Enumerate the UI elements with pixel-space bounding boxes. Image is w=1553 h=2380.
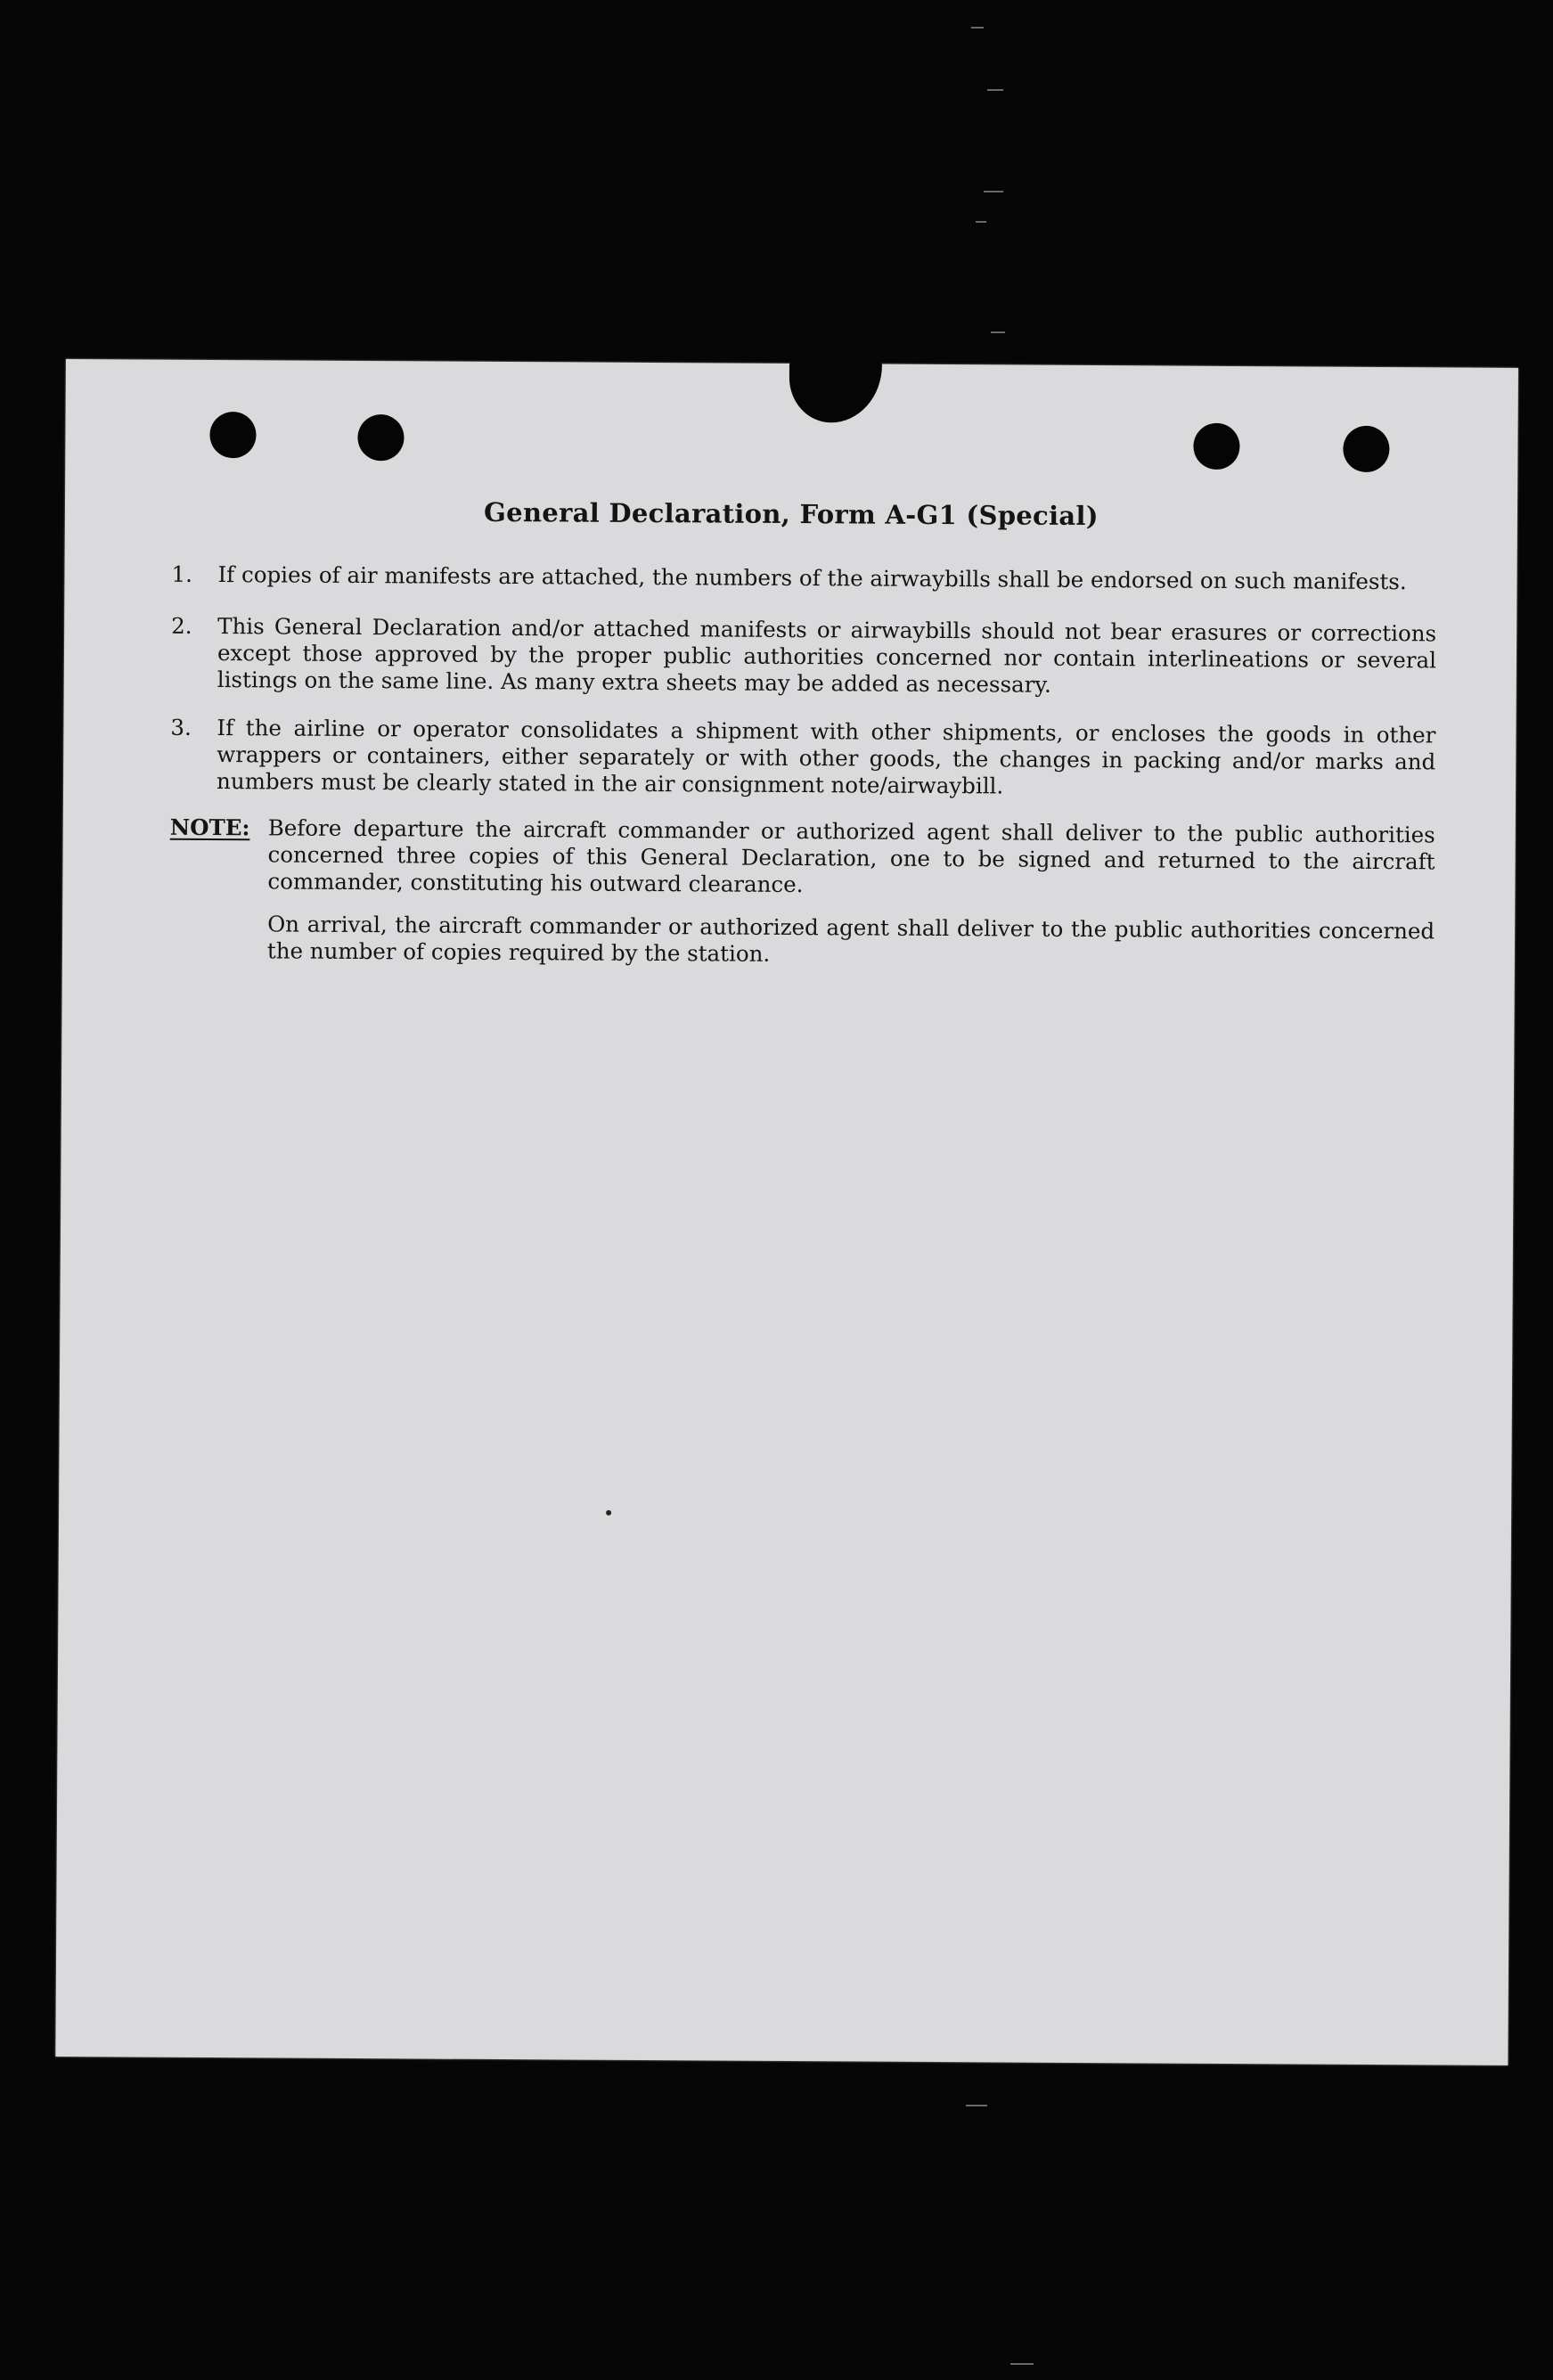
note-label: NOTE: bbox=[169, 814, 250, 841]
scan-speck bbox=[991, 331, 1005, 333]
note-paragraph-1: Before departure the aircraft commander or authorized agent shall deliver to the public authorities concerned three copies of this General Declaration, one to be signed and returned to the aircraft commander, constituting his outward clearance. bbox=[267, 814, 1435, 898]
item-text: If copies of air manifests are attached, the numbers of the airwaybills shall be endorsed on such manifests. bbox=[217, 561, 1407, 595]
instruction-item-2 bbox=[171, 613, 1437, 701]
instruction-item-1 bbox=[171, 561, 1436, 596]
scan-speck bbox=[984, 191, 1003, 192]
torn-edge bbox=[789, 358, 882, 423]
scan-speck bbox=[1010, 2363, 1034, 2365]
punch-hole bbox=[357, 414, 404, 461]
item-number: 3. bbox=[170, 714, 192, 740]
item-text: If the airline or operator consolidates a shipment with other shipments, or encloses the goods in other wrappers or containers, either separately or with other goods, the changes in packing and/or marks and numbers must be clearly stated in the air consignment note/airwaybill. bbox=[217, 715, 1436, 799]
form-title: General Declaration, Form A-G1 (Special) bbox=[484, 496, 1099, 532]
item-number: 2. bbox=[171, 612, 192, 639]
ink-dot bbox=[606, 1510, 611, 1516]
instruction-item-3 bbox=[170, 715, 1436, 803]
note-paragraph-2: On arrival, the aircraft commander or authorized agent shall deliver to the public authorities concerned the number of copies required by the station. bbox=[266, 911, 1435, 967]
note-block bbox=[169, 814, 1435, 903]
item-text: This General Declaration and/or attached manifests or airwaybills should not bear erasures or corrections except those approved by the proper public authorities concerned nor contain interlineations or several listings on the same line. As many extra sheets may be added as necessary. bbox=[217, 613, 1437, 698]
scan-speck bbox=[966, 2105, 987, 2106]
scan-speck bbox=[987, 89, 1003, 91]
punch-hole bbox=[1193, 423, 1239, 470]
punch-hole bbox=[1343, 426, 1389, 472]
item-number: 1. bbox=[171, 560, 193, 587]
form-sheet bbox=[55, 359, 1518, 2065]
scan-speck bbox=[971, 27, 984, 29]
scan-speck bbox=[976, 221, 986, 223]
punch-hole bbox=[209, 412, 256, 458]
